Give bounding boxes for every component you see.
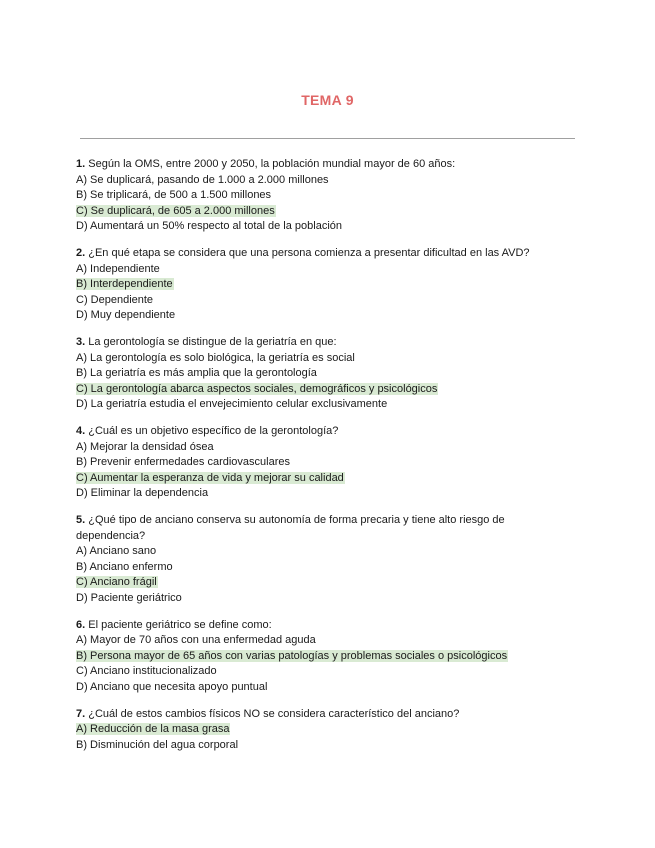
question-4	[76, 424, 576, 502]
question-number: 3.	[76, 336, 86, 348]
question-7	[76, 707, 576, 754]
question-number: 1.	[76, 158, 86, 170]
answer-option: A) Mejorar la densidad ósea	[76, 440, 214, 453]
answer-option: A) Mayor de 70 años con una enfermedad aguda	[76, 634, 316, 646]
answer-option: D) Anciano que necesita apoyo puntual	[76, 680, 268, 693]
question-text: Según la OMS, entre 2000 y 2050, la población mundial mayor de 60 años:	[88, 158, 456, 170]
question-number: 6.	[76, 618, 86, 631]
answer-option: D) Aumentará un 50% respecto al total de la población	[76, 220, 342, 232]
answer-option-correct: C) Anciano frágil	[76, 576, 157, 588]
question-number: 4.	[76, 425, 86, 437]
horizontal-divider	[80, 138, 575, 139]
question-stem	[76, 335, 576, 351]
question-list	[76, 157, 576, 765]
question-text: ¿Cuál es un objetivo específico de la gerontología?	[88, 425, 339, 437]
question-stem	[76, 157, 576, 173]
question-text: ¿Cuál de estos cambios físicos NO se considera característico del anciano?	[88, 707, 460, 720]
answer-option: A) Se duplicará, pasando de 1.000 a 2.000 millones	[76, 173, 329, 186]
question-number: 2.	[76, 247, 86, 259]
question-6	[76, 618, 576, 696]
question-3	[76, 335, 576, 413]
question-text: El paciente geriátrico se define como:	[88, 618, 272, 631]
answer-option: D) Eliminar la dependencia	[76, 487, 209, 499]
answer-option: C) Dependiente	[76, 293, 154, 306]
answer-option: C) Anciano institucionalizado	[76, 665, 217, 677]
answer-option: D) La geriatría estudia el envejecimiento celular exclusivamente	[76, 398, 388, 410]
question-2	[76, 246, 576, 324]
answer-option-correct: C) Se duplicará, de 605 a 2.000 millones	[76, 204, 275, 217]
question-stem	[76, 246, 576, 262]
answer-option: B) Disminución del agua corporal	[76, 738, 239, 751]
answer-option: B) Anciano enfermo	[76, 560, 173, 573]
answer-option-correct: C) Aumentar la esperanza de vida y mejorar su calidad	[76, 471, 344, 484]
question-5	[76, 513, 576, 606]
answer-option: D) Paciente geriátrico	[76, 591, 182, 604]
question-text: La gerontología se distingue de la geriatría en que:	[88, 336, 337, 348]
question-text: ¿En qué etapa se considera que una persona comienza a presentar dificultad en las AVD?	[88, 247, 530, 259]
answer-option: B) La geriatría es más amplia que la gerontología	[76, 367, 317, 379]
question-number: 5.	[76, 514, 86, 526]
page-title: TEMA 9	[301, 92, 354, 108]
question-text: ¿Qué tipo de anciano conserva su autonomía de forma precaria y tiene alto riesgo de dependencia?	[76, 514, 505, 542]
question-stem	[76, 513, 576, 544]
answer-option: B) Prevenir enfermedades cardiovasculares	[76, 456, 290, 468]
answer-option: A) Independiente	[76, 262, 160, 275]
question-stem	[76, 424, 576, 440]
question-1	[76, 157, 576, 235]
answer-option: D) Muy dependiente	[76, 309, 176, 321]
question-stem	[76, 618, 576, 634]
answer-option-correct: A) Reducción de la masa grasa	[76, 723, 230, 735]
answer-option-correct: C) La gerontología abarca aspectos sociales, demográficos y psicológicos	[76, 382, 438, 395]
answer-option: B) Se triplicará, de 500 a 1.500 millones	[76, 189, 272, 201]
answer-option: A) La gerontología es solo biológica, la geriatría es social	[76, 351, 355, 364]
answer-option: A) Anciano sano	[76, 545, 157, 557]
answer-option-correct: B) Persona mayor de 65 años con varias patologías y problemas sociales o psicológicos	[76, 649, 508, 662]
answer-option-correct: B) Interdependiente	[76, 278, 173, 290]
question-stem	[76, 707, 576, 723]
question-number: 7.	[76, 707, 86, 720]
